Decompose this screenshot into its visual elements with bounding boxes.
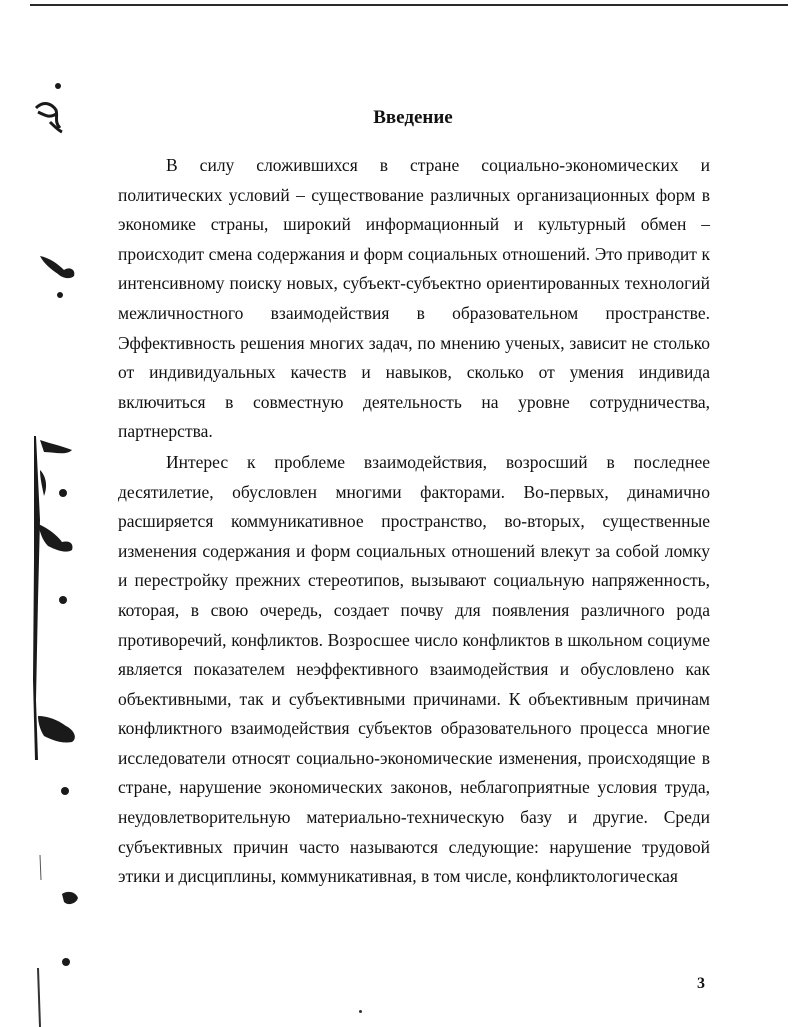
scan-mark (40, 470, 46, 496)
scan-mark (59, 489, 67, 497)
document-body (118, 151, 710, 893)
scan-mark (40, 440, 72, 453)
paragraph: В силу сложившихся в стране социально-экономических и политических условий – существование различных организационных форм в экономике страны, широкий информационный и культурный обмен – происходит смена содержания и форм социальных отношений. Это приводит к интенсивному поиску новых, субъект-субъектно ориентированных технологий межличностного взаимодействия в образовательном пространстве. Эффективность решения многих задач, по мнению ученых, зависит не столько от индивидуальных качеств и навыков, сколько от умения индивида включиться в совместную деятельность на уровне сотрудничества, партнерства. (118, 155, 710, 442)
scan-mark (61, 787, 69, 795)
scan-mark (38, 524, 73, 552)
page-number: 3 (697, 975, 705, 992)
scan-top-edge-line (30, 4, 788, 6)
scan-mark (33, 436, 40, 760)
scan-mark (40, 855, 41, 880)
scan-mark (36, 104, 62, 132)
scan-mark (57, 292, 63, 298)
scan-mark (40, 256, 74, 278)
scan-mark (59, 596, 67, 604)
scan-mark (62, 892, 78, 904)
scan-binding-marks (0, 0, 120, 1027)
scan-mark (38, 968, 40, 1027)
paragraph: Интерес к проблеме взаимодействия, возросший в последнее десятилетие, обусловлен многими факторами. Во-первых, динамично расширяется коммуникативное пространство, во-вторых, существенные изменения содержания и форм социальных отношений влекут за собой ломку и перестройку прежних стереотипов, вызывают социальную напряженность, которая, в свою очередь, создает почву для появления различного рода противоречий, конфликтов. Возросшее число конфликтов в школьном социуме является показателем неэффективного взаимодействия и обусловлено как объективными, так и субъективными причинами. К объективным причинам конфликтного взаимодействия субъектов образовательного процесса многие исследователи относят социально-экономические изменения, происходящие в стране, нарушение экономических законов, неблагоприятные условия труда, неудовлетворительную материально-техническую базу и другие. Среди субъективных причин часто называются следующие: нарушение трудовой этики и дисциплины, коммуникативная, в том числе, конфликтологическая (118, 451, 710, 887)
scan-mark (359, 1010, 362, 1013)
scan-mark (55, 83, 61, 89)
scan-mark (38, 716, 75, 743)
page-title: Введение (373, 107, 453, 128)
scan-mark (62, 958, 70, 966)
